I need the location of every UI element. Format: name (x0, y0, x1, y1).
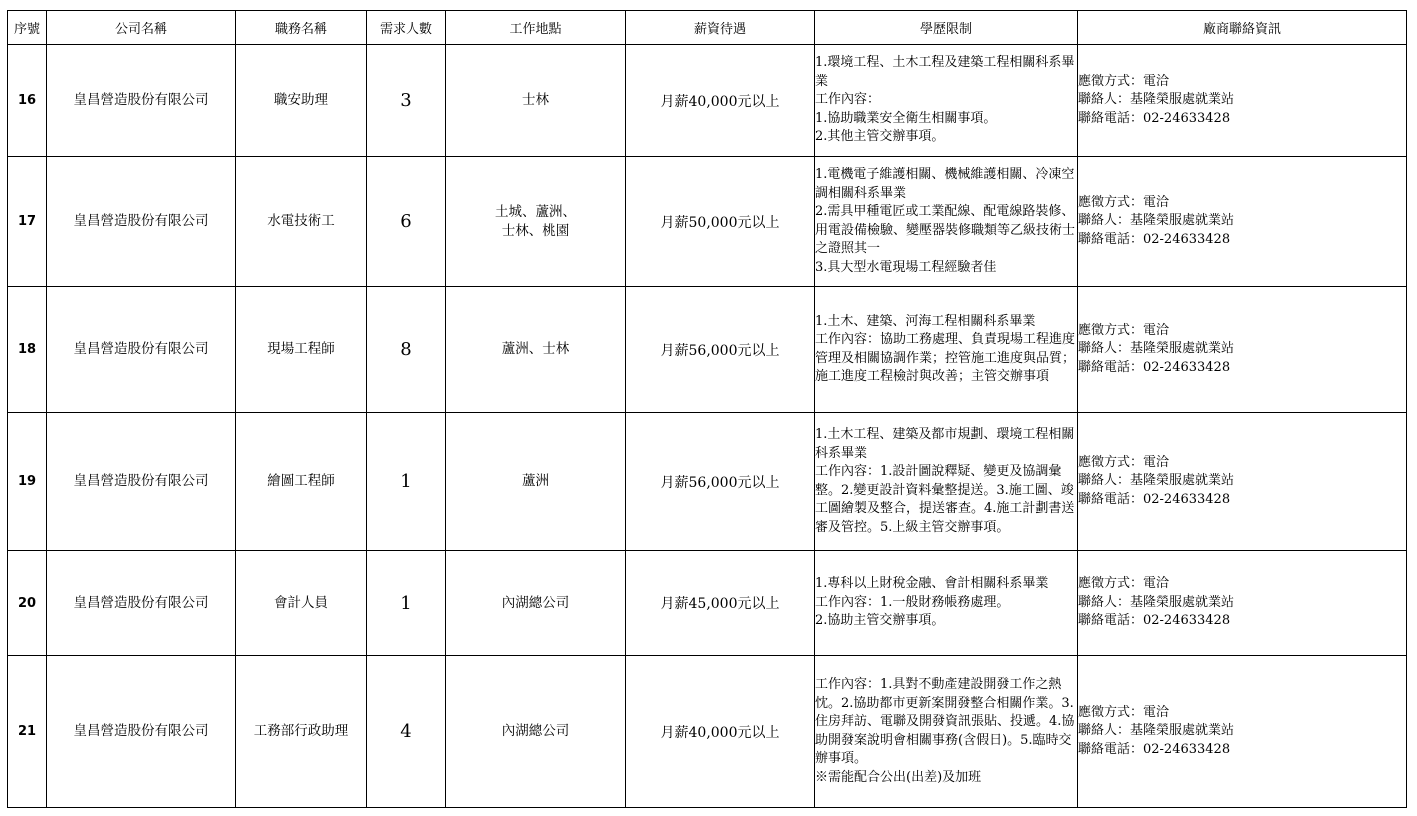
header-education: 學歷限制 (815, 11, 1078, 45)
contact-info (1078, 287, 1407, 413)
education-line: 2.其他主管交辦事項。 (815, 129, 945, 145)
education-line: 工作內容： (815, 92, 881, 108)
headcount: 1 (367, 551, 446, 656)
salary: 月薪56,000元以上 (626, 413, 815, 551)
work-location (446, 656, 626, 808)
education-requirements (815, 551, 1078, 656)
contact-line: 應徵方式：電洽 (1078, 322, 1170, 338)
location-line: 士林 (522, 92, 549, 108)
company-name: 皇昌營造股份有限公司 (47, 656, 236, 808)
contact-line: 聯絡人：基隆榮服處就業站 (1078, 594, 1235, 610)
salary: 月薪45,000元以上 (626, 551, 815, 656)
education-line: 工作內容：1.設計圖說釋疑、變更及協調彙整。2.變更設計資料彙整提送。3.施工圖、竣工圖繪製及整合，提送審查。4.施工計劃書送審及管控。5.上級主管交辦事項。 (815, 464, 1075, 535)
work-location (446, 157, 626, 287)
contact-info (1078, 413, 1407, 551)
job-title: 繪圖工程師 (236, 413, 367, 551)
education-line: 工作內容：1.具對不動產建設開發工作之熱忱。2.協助都市更新案開發整合相關作業。3.住房拜訪、電聯及開發資訊張貼、投遞。4.協助開發案說明會相關事務(含假日)。5.臨時交辦事項。 (815, 677, 1075, 766)
header-company: 公司名稱 (47, 11, 236, 45)
table-row (8, 157, 1407, 287)
contact-line: 聯絡電話：02-24633428 (1078, 231, 1231, 247)
work-location (446, 287, 626, 413)
education-line: 1.電機電子維護相關、機械維護相關、冷凍空調相關科系畢業 (815, 167, 1075, 201)
education-line: 1.環境工程、土木工程及建築工程相關科系畢業 (815, 55, 1075, 89)
row-number: 18 (8, 287, 47, 413)
job-openings-table (7, 10, 1407, 808)
header-job: 職務名稱 (236, 11, 367, 45)
contact-line: 聯絡電話：02-24633428 (1078, 613, 1231, 629)
location-line: 蘆洲、士林 (501, 341, 570, 357)
contact-info (1078, 656, 1407, 808)
education-requirements (815, 45, 1078, 157)
company-name: 皇昌營造股份有限公司 (47, 287, 236, 413)
education-requirements (815, 287, 1078, 413)
headcount: 3 (367, 45, 446, 157)
header-no: 序號 (8, 11, 47, 45)
salary: 月薪40,000元以上 (626, 45, 815, 157)
work-location (446, 45, 626, 157)
row-number: 21 (8, 656, 47, 808)
job-title: 工務部行政助理 (236, 656, 367, 808)
education-requirements (815, 413, 1078, 551)
education-line: 1.專科以上財稅金融、會計相關科系畢業 (815, 576, 1049, 592)
header-salary: 薪資待遇 (626, 11, 815, 45)
company-name: 皇昌營造股份有限公司 (47, 157, 236, 287)
contact-line: 聯絡電話：02-24633428 (1078, 110, 1231, 126)
header-row (8, 11, 1407, 45)
contact-line: 應徵方式：電洽 (1078, 454, 1170, 470)
education-line: 工作內容：1.一般財務帳務處理。 (815, 594, 1010, 610)
contact-line: 聯絡人：基隆榮服處就業站 (1078, 723, 1235, 739)
contact-line: 聯絡人：基隆榮服處就業站 (1078, 213, 1235, 229)
contact-info (1078, 551, 1407, 656)
salary: 月薪50,000元以上 (626, 157, 815, 287)
table-row (8, 413, 1407, 551)
work-location (446, 551, 626, 656)
location-line: 內湖總公司 (501, 594, 570, 611)
row-number: 17 (8, 157, 47, 287)
headcount: 4 (367, 656, 446, 808)
header-count: 需求人數 (367, 11, 446, 45)
contact-line: 聯絡電話：02-24633428 (1078, 491, 1231, 507)
location-line: 士林、桃園 (501, 222, 570, 239)
headcount: 6 (367, 157, 446, 287)
header-contact: 廠商聯絡資訊 (1078, 11, 1407, 45)
table-row (8, 45, 1407, 157)
table-row (8, 551, 1407, 656)
contact-line: 聯絡電話：02-24633428 (1078, 741, 1231, 757)
table-row (8, 656, 1407, 808)
job-title: 會計人員 (236, 551, 367, 656)
salary: 月薪56,000元以上 (626, 287, 815, 413)
header-location: 工作地點 (446, 11, 626, 45)
education-line: 1.協助職業安全衛生相關事項。 (815, 110, 997, 126)
contact-line: 應徵方式：電洽 (1078, 194, 1170, 210)
table-row (8, 287, 1407, 413)
work-location (446, 413, 626, 551)
education-line: 3.具大型水電現場工程經驗者佳 (815, 259, 997, 275)
education-line: 2.需具甲種電匠或工業配線、配電線路裝修、用電設備檢驗、變壓器裝修職類等乙級技術士之證照其一 (815, 204, 1076, 256)
job-title: 職安助理 (236, 45, 367, 157)
education-line: 2.協助主管交辦事項。 (815, 613, 945, 629)
contact-line: 聯絡人：基隆榮服處就業站 (1078, 473, 1235, 489)
row-number: 20 (8, 551, 47, 656)
location-line: 土城、蘆洲、 (495, 203, 576, 220)
education-requirements (815, 656, 1078, 808)
education-line: 1.土木、建築、河海工程相關科系畢業 (815, 313, 1036, 329)
row-number: 19 (8, 413, 47, 551)
job-title: 現場工程師 (236, 287, 367, 413)
headcount: 1 (367, 413, 446, 551)
row-number: 16 (8, 45, 47, 157)
company-name: 皇昌營造股份有限公司 (47, 551, 236, 656)
location-line: 蘆洲 (522, 473, 549, 489)
salary: 月薪40,000元以上 (626, 656, 815, 808)
contact-info (1078, 157, 1407, 287)
headcount: 8 (367, 287, 446, 413)
contact-line: 應徵方式：電洽 (1078, 576, 1170, 592)
job-title: 水電技術工 (236, 157, 367, 287)
contact-line: 應徵方式：電洽 (1078, 704, 1170, 720)
company-name: 皇昌營造股份有限公司 (47, 45, 236, 157)
education-line: 1.土木工程、建築及都市規劃、環境工程相關科系畢業 (815, 427, 1075, 461)
contact-line: 聯絡電話：02-24633428 (1078, 359, 1231, 375)
contact-info (1078, 45, 1407, 157)
contact-line: 聯絡人：基隆榮服處就業站 (1078, 341, 1235, 357)
contact-line: 聯絡人：基隆榮服處就業站 (1078, 92, 1235, 108)
education-line: 工作內容：協助工務處理、負責現場工程進度管理及相關協調作業；控管施工進度與品質；施工進度工程檢討與改善；主管交辦事項 (815, 332, 1076, 384)
education-requirements (815, 157, 1078, 287)
education-line: ※需能配合公出(出差)及加班 (815, 769, 982, 785)
location-line: 內湖總公司 (501, 723, 570, 739)
contact-line: 應徵方式：電洽 (1078, 73, 1170, 89)
company-name: 皇昌營造股份有限公司 (47, 413, 236, 551)
